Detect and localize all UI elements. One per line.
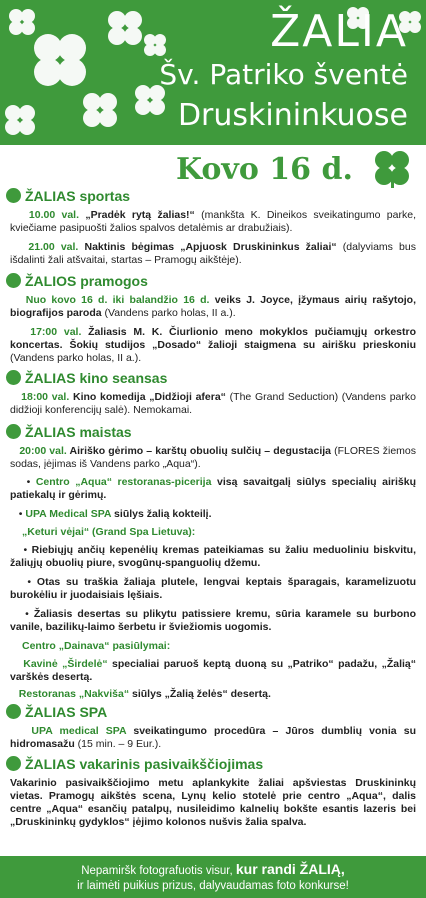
footer-line-2: ir laimėti puikius prizus, dalyvaudamas foto konkurse! [77, 880, 349, 892]
fun-item-1: Nuo kovo 16 d. iki balandžio 16 d. veiks J. Joyce, įžymaus airių rašytojo, biografijos paroda (Vandens parko holas, II a.). [10, 294, 416, 319]
spa-item: UPA medical SPA sveikatingumo procedūra – Jūros dumblių vonia su hidromasažu (15 min. – 9 Eur.). [10, 725, 416, 750]
food-dish-1: • Riebiųjų ančių kepenėlių kremas pateikiamas su žaliu meduoliniu biskvitu, žaliųjų obuolių piure, svogūnų-spanguolių džemu. [10, 544, 416, 569]
walk-text: Vakarinio pasivaikščiojimo metu aplankykite žaliai apšviestas Druskininkų vietas. Pramogų aikštės scena, Lynų kelio stotelė prie centro „Aqua“, dalis centre „Aqua“ esančių patalpų, nusileidimo kalnelių bokšte esantis lazeris bei „Druskininkų gydyklos“ įėjimo kolonos nušvis žalia spalva. [10, 777, 416, 828]
title-line-1: ŽALIA [270, 6, 408, 57]
section-fun-title: ŽALIOS pramogos [6, 273, 148, 289]
event-date: Kovo 16 d. [176, 152, 353, 187]
clover-icon [5, 105, 35, 135]
bullet-dot-icon [6, 370, 21, 385]
section-food-title: ŽALIAS maistas [6, 424, 132, 440]
section-cinema-title: ŽALIAS kino seansas [6, 370, 167, 386]
bullet-dot-icon [6, 424, 21, 439]
food-item-1: 20:00 val. Airiško gėrimo – karštų obuolių sulčių – degustacija (FLORES žiemos sodas, įėjimas iš Vandens parko „Aqua“). [10, 445, 416, 470]
section-spa-title: ŽALIAS SPA [6, 704, 107, 720]
clover-icon [34, 34, 86, 86]
clover-icon [144, 34, 166, 56]
footer-banner [0, 856, 426, 898]
food-item-aqua: • Centro „Aqua“ restoranas-picerija visą savaitgalį siūlys specialių airiškų patiekalų ir gėrimų. [10, 476, 416, 501]
food-dainava: Centro „Dainava“ pasiūlymai: [22, 640, 171, 652]
food-keturi-vejai: „Keturi vėjai“ (Grand Spa Lietuva): [22, 526, 196, 538]
clover-icon [372, 150, 414, 190]
food-sirdele: Kavinė „Širdelė“ specialiai paruoš keptą duoną su „Patriko“ padažu, „Žalią“ varškės desertą. [10, 658, 416, 683]
food-item-upa: • UPA Medical SPA siūlys žalią kokteilį. [10, 508, 212, 520]
clover-icon [83, 93, 117, 127]
section-sport-title: ŽALIAS sportas [6, 188, 130, 204]
food-nakvisa: Restoranas „Nakviša“ siūlys „Žalią želės“ desertą. [18, 688, 271, 700]
bullet-dot-icon [6, 704, 21, 719]
sport-item-1: 10.00 val. „Pradėk rytą žalias!“ (mankšta K. Dineikos sveikatingumo parke, kviečiame pasipuošti žalios spalvos detalėmis ar drabužiais). [10, 209, 416, 234]
sport-item-2: 21.00 val. Naktinis bėgimas „Apjuosk Druskininkus žaliai“ (dalyviams bus išdalinti žali atšvaitai, startas – Pramogų aikštėje). [10, 241, 416, 266]
bullet-dot-icon [6, 188, 21, 203]
section-walk-title: ŽALIAS vakarinis pasivaikščiojimas [6, 756, 263, 772]
clover-icon [9, 9, 35, 35]
title-line-2: Šv. Patriko šventė [159, 58, 408, 91]
bullet-dot-icon [6, 273, 21, 288]
clover-icon [108, 11, 142, 45]
header-banner [0, 0, 426, 145]
cinema-item: 18:00 val. Kino komedija „Didžioji afera“ (The Grand Seduction) (Vandens parko didžioji konferencijų salė). Nemokamai. [10, 391, 416, 416]
title-line-3: Druskininkuose [177, 98, 408, 133]
fun-item-2: 17:00 val. Žaliasis M. K. Čiurlionio meno mokyklos pučiamųjų orkestro koncertas. Šokių studijos „Dosado“ žalioji staigmena su airišku prieskoniu (Vandens parko holas, II a.). [10, 326, 416, 364]
food-dish-2: • Otas su traškia žaliaja plutele, lengvai keptais šparagais, karamelizuotu burokėliu ir juodaisiais lęšiais. [10, 576, 416, 601]
food-dish-3: • Žaliasis desertas su plikytu patissiere kremu, sūria karamele su burbono vanile, bazilikų-laimo šerbetu ir šviežiomis uogomis. [10, 608, 416, 633]
footer-line-1: Nepamiršk fotografuotis visur, kur randi ŽALIĄ, [81, 861, 345, 877]
bullet-dot-icon [6, 756, 21, 771]
